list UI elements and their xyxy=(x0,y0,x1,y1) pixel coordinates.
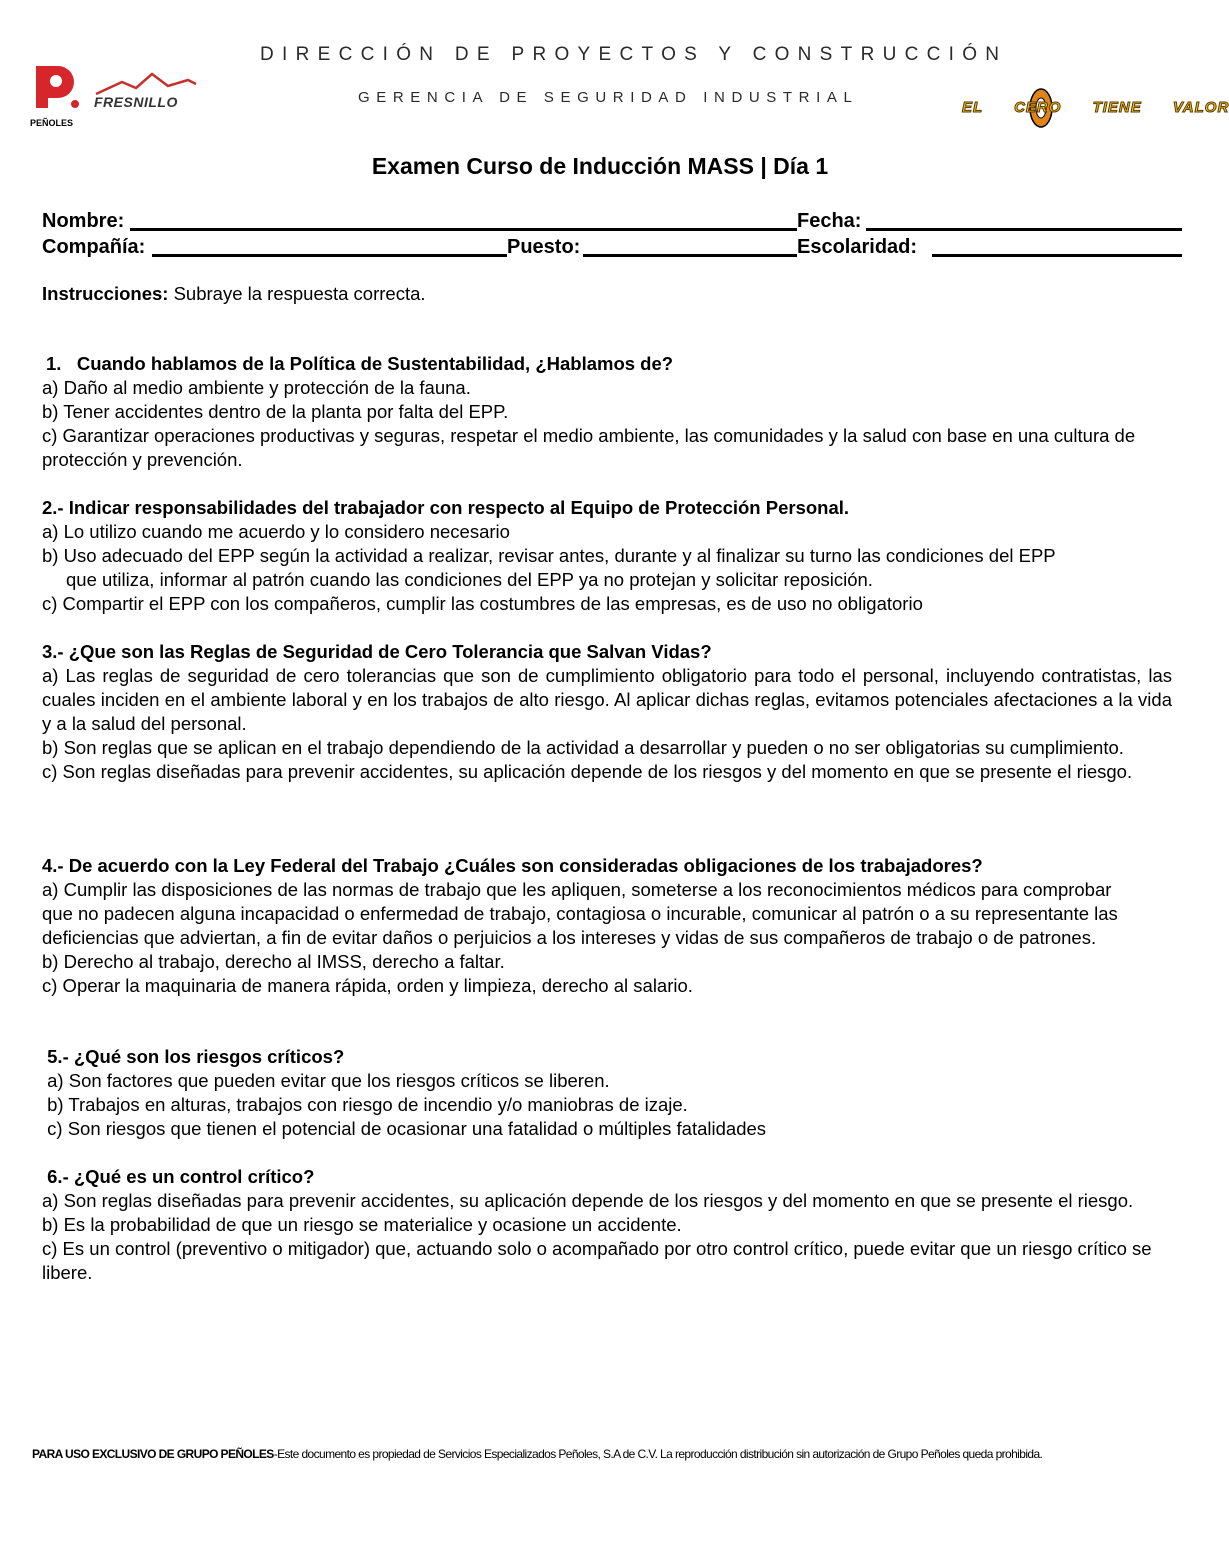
instructions-text: Subraye la respuesta correcta. xyxy=(168,283,426,304)
option-b[interactable]: b) Es la probabilidad de que un riesgo se materialice y ocasione un accidente. xyxy=(42,1214,682,1235)
option-c[interactable]: c) Compartir el EPP con los compañeros, cumplir las costumbres de las empresas, es de uso no obligatorio xyxy=(42,593,923,614)
option-b[interactable]: b) Derecho al trabajo, derecho al IMSS, derecho a faltar. xyxy=(42,951,505,972)
question-title: 2.- Indicar responsabilidades del trabajador con respecto al Equipo de Protección Personal. xyxy=(42,497,850,518)
option-a[interactable]: a) Son reglas diseñadas para prevenir accidentes, su aplicación depende de los riesgos y del momento en que se presente el riesgo. xyxy=(42,1190,1134,1211)
option-c[interactable]: c) Son riesgos que tienen el potencial de ocasionar una fatalidad o múltiples fatalidades xyxy=(42,1118,767,1139)
nombre-field[interactable] xyxy=(130,228,797,231)
slogan-logo xyxy=(962,86,1229,132)
question-title: 3.- ¿Que son las Reglas de Seguridad de Cero Tolerancia que Salvan Vidas? xyxy=(42,641,712,662)
question-title: 1. Cuando hablamos de la Política de Sustentabilidad, ¿Hablamos de? xyxy=(46,353,674,374)
option-c[interactable]: c) Garantizar operaciones productivas y seguras, respetar el medio ambiente, las comunidades y la salud con base en una cultura de protección y prevención. xyxy=(42,425,1136,470)
fecha-field[interactable] xyxy=(866,228,1182,231)
nombre-label: Nombre: xyxy=(42,210,125,232)
exam-title: Examen Curso de Inducción MASS | Día 1 xyxy=(371,153,829,179)
option-a[interactable]: a) Daño al medio ambiente y protección de la fauna. xyxy=(42,377,471,398)
escolaridad-label: Escolaridad: xyxy=(797,236,918,258)
option-a[interactable]: a) Son factores que pueden evitar que los riesgos críticos se liberen. xyxy=(42,1070,610,1091)
fresnillo-logo xyxy=(92,72,202,110)
compania-label: Compañía: xyxy=(42,236,146,258)
question-2 xyxy=(42,496,1172,616)
question-4 xyxy=(42,854,1172,998)
slogan-text: EL CERO TIENE VALOR xyxy=(962,99,1229,116)
question-title: 4.- De acuerdo con la Ley Federal del Trabajo ¿Cuáles son consideradas obligaciones de los trabajadores? xyxy=(42,855,983,876)
question-6 xyxy=(42,1165,1172,1285)
header-gerencia: GERENCIA DE SEGURIDAD INDUSTRIAL xyxy=(358,89,859,106)
instructions xyxy=(42,283,426,305)
question-3 xyxy=(42,640,1172,784)
fresnillo-logo-text: FRESNILLO xyxy=(94,94,178,110)
escolaridad-field[interactable] xyxy=(932,254,1182,257)
penoles-logo-text: PEÑOLES xyxy=(30,118,74,128)
question-title: 6.- ¿Qué es un control crítico? xyxy=(42,1166,315,1187)
option-b-continued[interactable]: que utiliza, informar al patrón cuando las condiciones del EPP ya no protejan y solicitar reposición. xyxy=(66,569,873,590)
option-c[interactable]: c) Operar la maquinaria de manera rápida, orden y limpieza, derecho al salario. xyxy=(42,975,693,996)
footer-text: -Este documento es propiedad de Servicios Especializados Peñoles, S.A de C.V. La reproducción distribución sin autorización de Grupo Peñoles queda prohibida. xyxy=(273,1447,1043,1461)
option-a[interactable]: a) Cumplir las disposiciones de las normas de trabajo que les apliquen, someterse a los reconocimientos médicos para comprobar que no padecen alguna incapacidad o enfermedad de trabajo, contagiosa o incurable, comunicar al patrón o a su representante las deficiencias que adviertan, a fin de evitar daños o perjuicios a los intereses y vidas de sus compañeros de trabajo o de patrones. xyxy=(42,879,1118,948)
question-5 xyxy=(42,1045,1172,1141)
compania-field[interactable] xyxy=(152,254,507,257)
option-c[interactable]: c) Son reglas diseñadas para prevenir accidentes, su aplicación depende de los riesgos y del momento en que se presente el riesgo. xyxy=(42,761,1133,782)
option-c[interactable]: c) Es un control (preventivo o mitigador) que, actuando solo o acompañado por otro control crítico, puede evitar que un riesgo crítico se libere. xyxy=(42,1238,1152,1283)
footer-disclaimer xyxy=(32,1447,1042,1461)
footer-bold: PARA USO EXCLUSIVO DE GRUPO PEÑOLES xyxy=(32,1447,274,1461)
option-b[interactable]: b) Trabajos en alturas, trabajos con riesgo de incendio y/o maniobras de izaje. xyxy=(42,1094,688,1115)
header-direccion: DIRECCIÓN DE PROYECTOS Y CONSTRUCCIÓN xyxy=(260,44,1008,65)
puesto-label: Puesto: xyxy=(507,236,581,258)
instructions-label: Instrucciones: xyxy=(42,283,169,304)
fecha-label: Fecha: xyxy=(797,210,862,232)
penoles-logo xyxy=(28,62,84,130)
option-b[interactable]: b) Tener accidentes dentro de la planta por falta del EPP. xyxy=(42,401,509,422)
option-a[interactable]: a) Lo utilizo cuando me acuerdo y lo considero necesario xyxy=(42,521,510,542)
option-a[interactable]: a) Las reglas de seguridad de cero tolerancias que son de cumplimiento obligatorio para todo el personal, incluyendo contratistas, las cuales inciden en el ambiente laboral y en los trabajos de alto riesgo. Al aplicar dichas reglas, evitamos potenciales afectaciones a la vida y a la salud del personal. xyxy=(42,665,1172,734)
option-b[interactable]: b) Uso adecuado del EPP según la actividad a realizar, revisar antes, durante y al finalizar su turno las condiciones del EPP xyxy=(42,545,1056,566)
question-1 xyxy=(42,352,1172,472)
question-title: 5.- ¿Qué son los riesgos críticos? xyxy=(42,1046,345,1067)
option-b[interactable]: b) Son reglas que se aplican en el trabajo dependiendo de la actividad a desarrollar y pueden o no ser obligatorias su cumplimiento. xyxy=(42,737,1124,758)
puesto-field[interactable] xyxy=(583,254,797,257)
